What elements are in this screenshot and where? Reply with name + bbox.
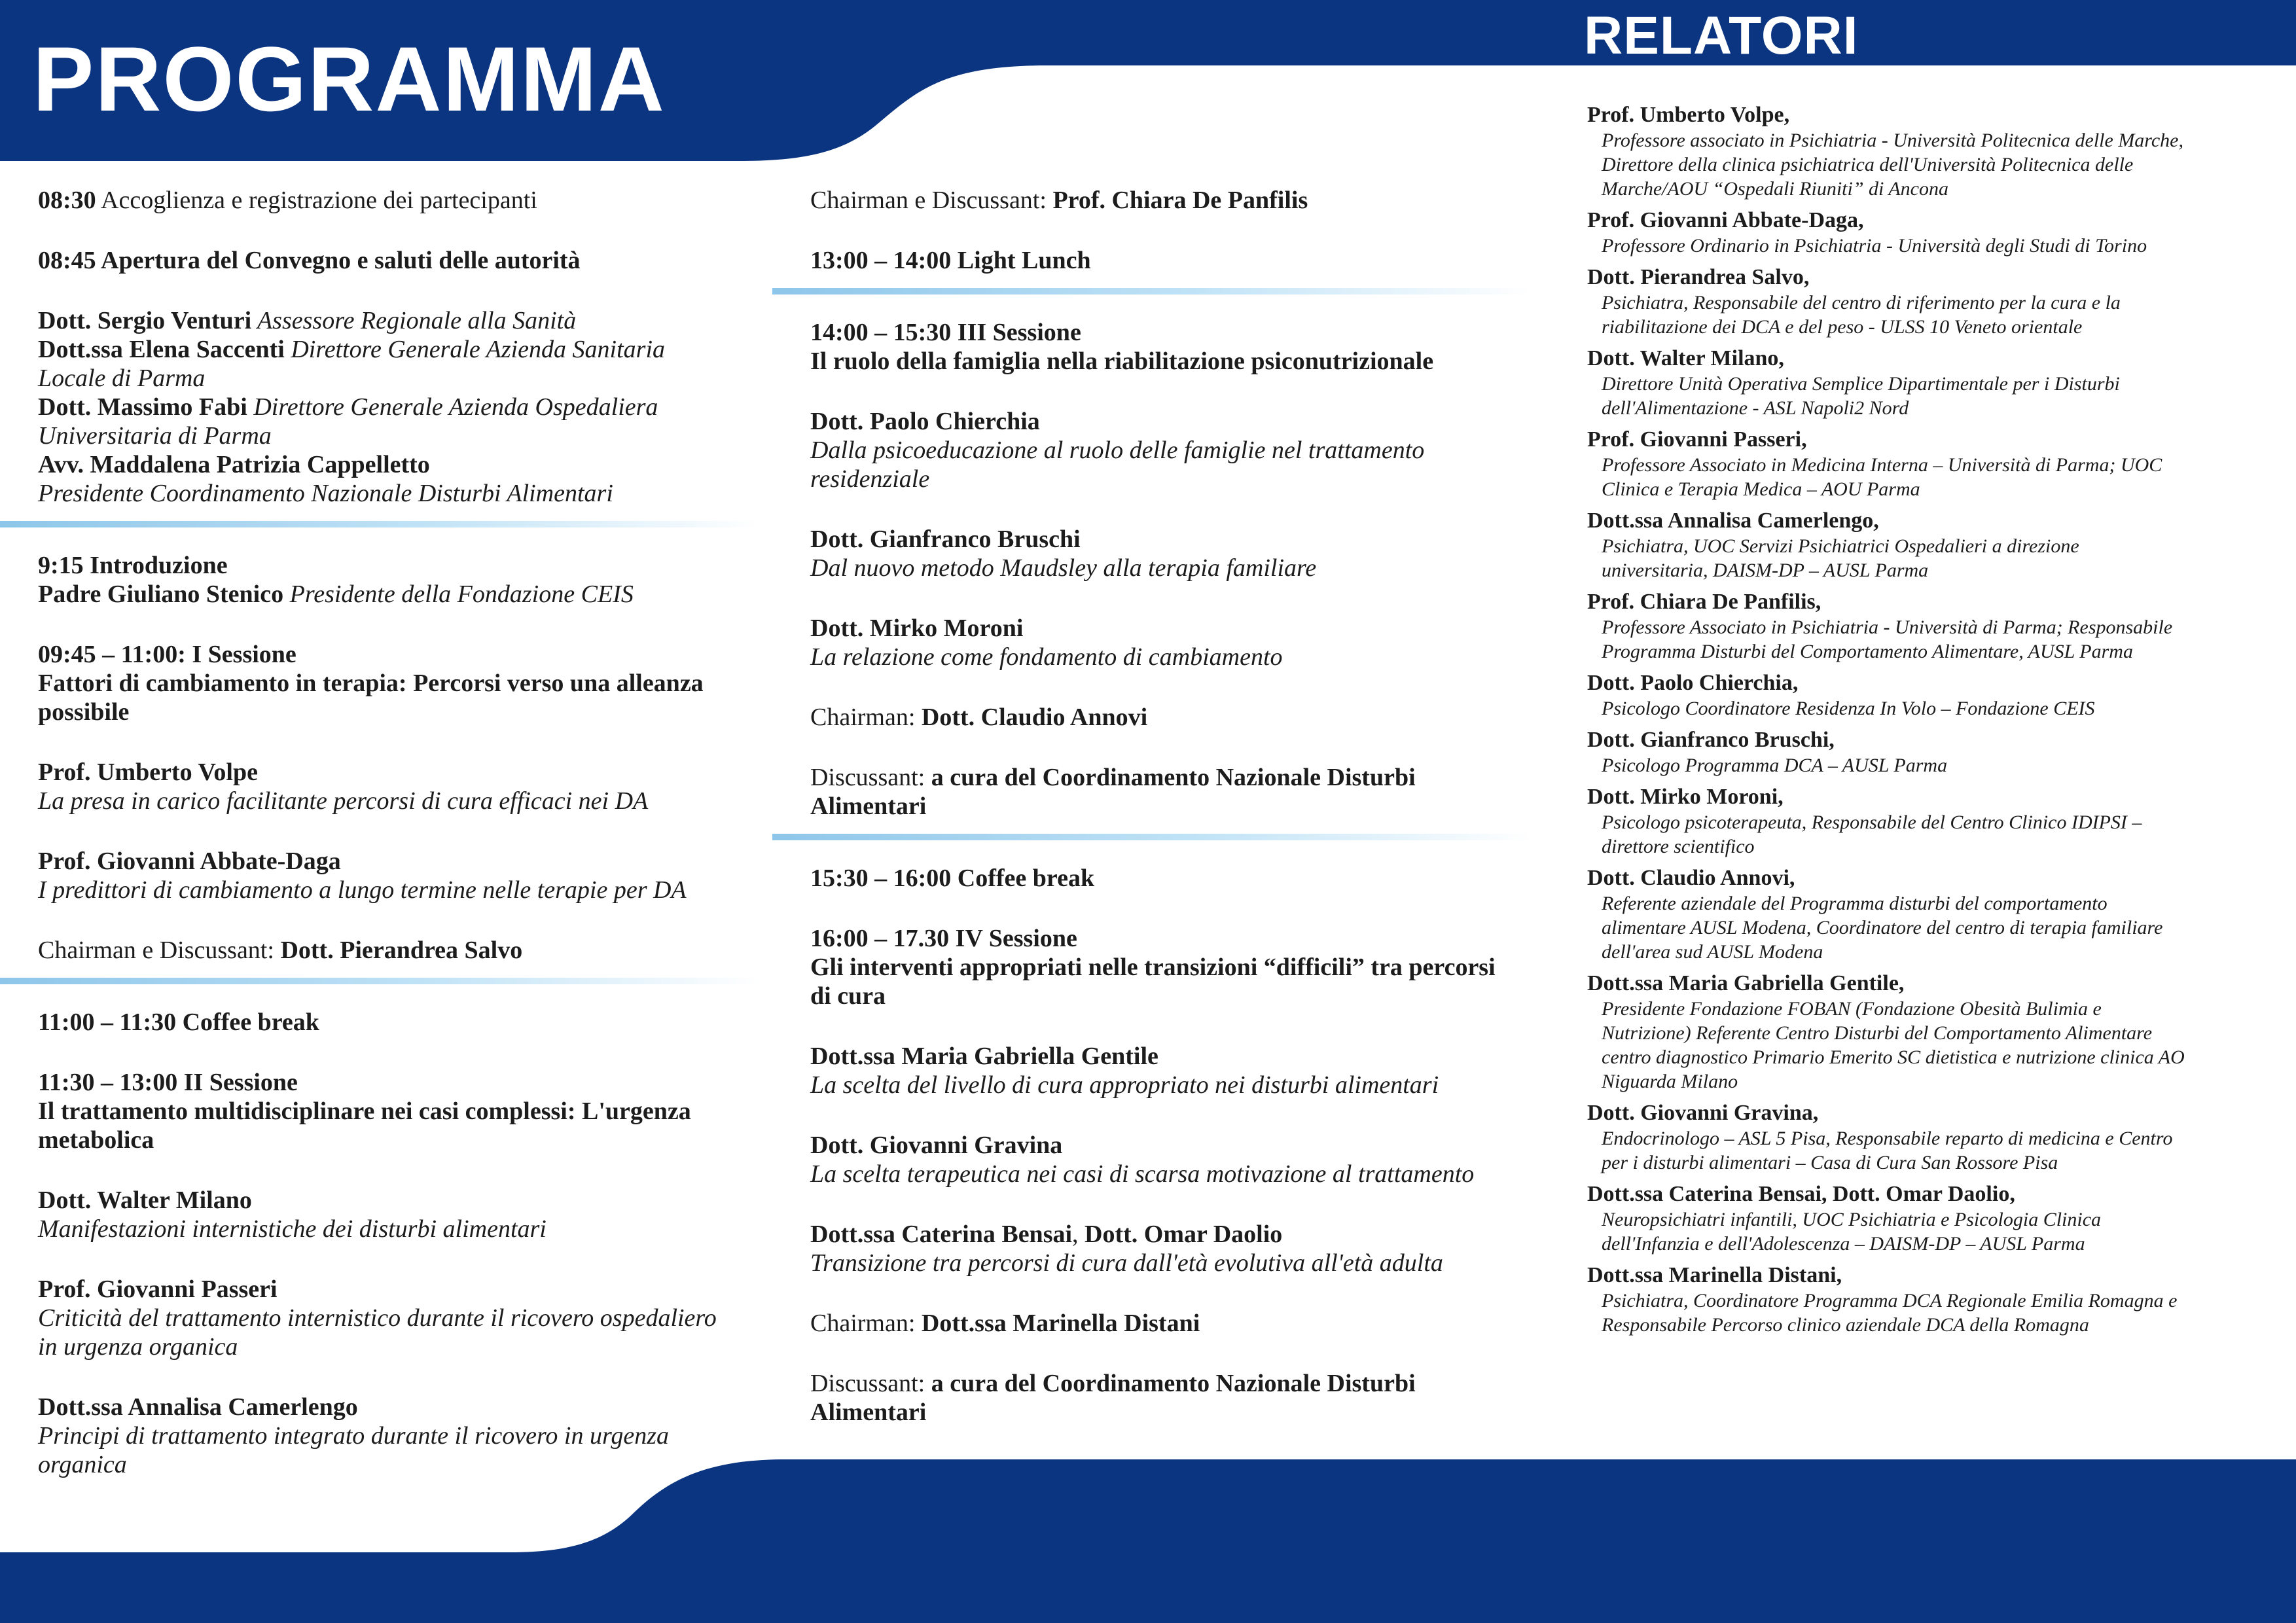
program-entry [38,1393,732,1479]
speaker-role: per i disturbi alimentari – Casa di Cura San Rossore Pisa [1602,1152,2058,1173]
program-entry [38,1275,732,1361]
entry-bold-text: 09:45 – 11:00: I Sessione [38,641,296,668]
speaker-role: Marche/AOU “Ospedali Riuniti” di Ancona [1602,178,1948,200]
entry-italic-text: Direttore Generale Azienda Ospedaliera Universitaria di Parma [38,393,658,450]
speaker-entry [1587,102,2261,201]
entry-bold-text: 08:45 Apertura del Convegno e saluti delle autorità [38,247,581,274]
entry-italic-text: La presa in carico facilitante percorsi di cura efficaci nei DA [38,787,649,815]
speaker-role: dell'area sud AUSL Modena [1602,941,1823,963]
speaker-name: Dott. Mirko Moroni, [1587,785,1784,809]
entry-bold-text: 13:00 – 14:00 Light Lunch [810,247,1091,274]
entry-bold-text: Dott.ssa Elena Saccenti [38,336,285,363]
speaker-entry [1587,346,2261,420]
entry-italic-text: Dalla psicoeducazione al ruolo delle famiglie nel trattamento residenziale [810,437,1425,493]
entry-bold-text: Prof. Umberto Volpe [38,758,258,786]
entry-italic-text: Presidente Coordinamento Nazionale Disturbi Alimentari [38,480,613,507]
section-divider [0,521,759,527]
program-entry [810,407,1517,493]
program-entry [38,306,732,508]
program-entry [38,936,732,965]
speaker-role: Direttore della clinica psichiatrica dell'Università Politecnica delle [1602,154,2134,175]
entry-bold-text: Dott. Giovanni Gravina [810,1132,1063,1159]
speaker-name: Dott.ssa Marinella Distani, [1587,1263,1842,1287]
speaker-role: centro diagnostico Primario Emerito SC dietistica e nutrizione clinica AO [1602,1046,2185,1068]
speaker-name: Dott. Pierandrea Salvo, [1587,265,1810,289]
entry-bold-text: Avv. Maddalena Patrizia Cappelletto [38,451,430,478]
entry-italic-text: I predittori di cambiamento a lungo termine nelle terapie per DA [38,876,687,904]
entry-bold-text: Prof. Giovanni Abbate-Daga [38,847,341,875]
speaker-entry [1587,1262,2261,1337]
speaker-role: Psichiatra, Responsabile del centro di riferimento per la cura e la [1602,292,2121,313]
speaker-entry [1587,1181,2261,1256]
entry-text: Discussant: [810,764,931,791]
entry-bold-text: Fattori di cambiamento in terapia: Percorsi verso una alleanza possibile [38,669,704,726]
speaker-role: Direttore Unità Operativa Semplice Dipartimentale per i Disturbi [1602,373,2120,395]
entry-text: Chairman: [810,704,922,731]
entry-text: Chairman e Discussant: [810,187,1053,214]
program-entry [810,1220,1517,1277]
program-entry [38,847,732,904]
speaker-entry [1587,427,2261,501]
speaker-role: dell'Alimentazione - ASL Napoli2 Nord [1602,397,1909,419]
program-entry [38,186,732,215]
entry-bold-text: Dott. Sergio Venturi [38,307,252,334]
program-entry [38,1068,732,1154]
speaker-name: Dott. Giovanni Gravina, [1587,1101,1819,1125]
speaker-role: Nutrizione) Referente Centro Disturbi del Comportamento Alimentare [1602,1022,2153,1044]
speaker-entry [1587,207,2261,258]
speaker-name: Dott. Gianfranco Bruschi, [1587,728,1835,752]
entry-italic-text: La scelta terapeutica nei casi di scarsa motivazione al trattamento [810,1160,1475,1188]
entry-text: , [1072,1221,1085,1248]
speaker-entry [1587,865,2261,964]
relatori-title: RELATORI [1584,6,1859,65]
program-entry [38,640,732,726]
program-entry [38,246,732,275]
speaker-entry [1587,670,2261,721]
speaker-name: Prof. Giovanni Abbate-Daga, [1587,208,1864,232]
entry-bold-text: Dott. Pierandrea Salvo [280,936,523,964]
speaker-role: riabilitazione dei DCA e del peso - ULSS 10 Veneto orientale [1602,316,2083,338]
program-entry [810,318,1517,376]
speaker-entry [1587,784,2261,859]
program-entry [810,614,1517,671]
program-entry [38,551,732,609]
speaker-role: Presidente Fondazione FOBAN (Fondazione Obesità Bulimia e [1602,998,2102,1020]
entry-italic-text: Presidente della Fondazione CEIS [283,580,634,608]
speaker-role: dell'Infanzia e dell'Adolescenza – DAISM-DP – AUSL Parma [1602,1233,2085,1255]
entry-bold-text: Dott. Massimo Fabi [38,393,247,421]
program-entry [38,758,732,815]
speaker-entry [1587,727,2261,777]
program-entry [810,1131,1517,1188]
speaker-role: Professore Associato in Psichiatria - Università di Parma; Responsabile [1602,616,2173,638]
entry-text: Chairman e Discussant: [38,936,281,964]
speaker-role: Neuropsichiatri infantili, UOC Psichiatria e Psicologia Clinica [1602,1209,2102,1230]
entry-bold-text: 14:00 – 15:30 III Sessione [810,319,1081,346]
program-column-left [38,186,732,1479]
program-entry [810,763,1517,821]
entry-bold-text: Padre Giuliano Stenico [38,580,284,608]
entry-bold-text: Dott. Mirko Moroni [810,615,1024,642]
entry-bold-text: Dott.ssa Caterina Bensai [810,1221,1073,1248]
entry-bold-text: Dott. Claudio Annovi [921,704,1148,731]
section-divider [0,978,759,984]
section-divider [772,834,1532,840]
program-column-middle [810,186,1517,1427]
speaker-entry [1587,1100,2261,1175]
bottom-banner [0,1459,2296,1623]
speaker-role: Psicologo psicoterapeuta, Responsabile del Centro Clinico IDIPSI – [1602,812,2142,833]
program-entry [810,1369,1517,1427]
program-entry [810,703,1517,732]
speaker-role: Psichiatra, UOC Servizi Psichiatrici Ospedalieri a direzione [1602,535,2079,557]
entry-bold-text: Dott. Omar Daolio [1085,1221,1283,1248]
speaker-name: Prof. Chiara De Panfilis, [1587,590,1821,614]
speaker-name: Prof. Umberto Volpe, [1587,103,1790,127]
entry-bold-text: Dott. Paolo Chierchia [810,408,1040,435]
program-entry [38,1008,732,1037]
entry-italic-text: Criticità del trattamento internistico durante il ricovero ospedaliero in urgenza organica [38,1304,717,1361]
speaker-role: Psicologo Coordinatore Residenza In Volo – Fondazione CEIS [1602,698,2095,719]
speaker-role: Referente aziendale del Programma disturbi del comportamento [1602,893,2108,914]
entry-bold-text: 16:00 – 17.30 IV Sessione [810,925,1077,952]
program-entry [810,1309,1517,1338]
speaker-role: alimentare AUSL Modena, Coordinatore del centro di terapia familiare [1602,917,2163,938]
speaker-role: Clinica e Terapia Medica – AOU Parma [1602,478,1920,500]
section-divider [772,288,1532,294]
program-entry [810,864,1517,893]
entry-italic-text: Assessore Regionale alla Sanità [251,307,577,334]
entry-bold-text: Dott.ssa Maria Gabriella Gentile [810,1043,1158,1070]
speaker-role: Responsabile Percorso clinico aziendale DCA della Romagna [1602,1314,2089,1336]
speaker-role: Psicologo Programma DCA – AUSL Parma [1602,755,1948,776]
entry-italic-text: Transizione tra percorsi di cura dall'età evolutiva all'età adulta [810,1249,1443,1277]
entry-italic-text: Principi di trattamento integrato durante il ricovero in urgenza organica [38,1422,669,1478]
entry-bold-text: 08:30 [38,187,96,214]
program-entry [810,525,1517,582]
speaker-role: Psichiatra, Coordinatore Programma DCA Regionale Emilia Romagna e [1602,1290,2178,1311]
speaker-role: Professore Associato in Medicina Interna – Università di Parma; UOC [1602,454,2162,476]
entry-bold-text: a cura del Coordinamento Nazionale Disturbi Alimentari [810,1370,1416,1426]
entry-bold-text: Prof. Giovanni Passeri [38,1275,278,1303]
program-entry [810,186,1517,215]
speaker-name: Dott.ssa Annalisa Camerlengo, [1587,508,1879,533]
entry-bold-text: 9:15 Introduzione [38,552,228,579]
entry-bold-text: 11:30 – 13:00 II Sessione [38,1069,298,1096]
program-entry [810,246,1517,275]
speaker-role: Professore Ordinario in Psichiatria - Università degli Studi di Torino [1602,235,2147,257]
entry-bold-text: Dott. Walter Milano [38,1186,252,1214]
speaker-name: Dott.ssa Caterina Bensai, Dott. Omar Daolio, [1587,1182,2015,1206]
speaker-entry [1587,508,2261,582]
program-entry [38,1186,732,1243]
entry-text: Accoglienza e registrazione dei partecipanti [96,187,537,214]
programma-title: PROGRAMMA [33,27,666,130]
entry-bold-text: Prof. Chiara De Panfilis [1052,187,1308,214]
speaker-role: Niguarda Milano [1602,1071,1738,1092]
speaker-name: Dott. Walter Milano, [1587,346,1784,370]
speakers-list [1587,102,2261,1344]
speaker-role: universitaria, DAISM-DP – AUSL Parma [1602,560,1929,581]
entry-bold-text: Il trattamento multidisciplinare nei casi complessi: L'urgenza metabolica [38,1097,691,1154]
speaker-name: Dott. Paolo Chierchia, [1587,671,1799,695]
entry-bold-text: Gli interventi appropriati nelle transizioni “difficili” tra percorsi di cura [810,954,1496,1010]
speaker-role: direttore scientifico [1602,836,1755,857]
entry-italic-text: Dal nuovo metodo Maudsley alla terapia familiare [810,554,1317,582]
program-entry [810,1042,1517,1099]
entry-bold-text: Dott.ssa Annalisa Camerlengo [38,1393,358,1421]
entry-text: Chairman: [810,1310,922,1337]
speaker-entry [1587,589,2261,664]
entry-bold-text: Dott. Gianfranco Bruschi [810,526,1081,553]
entry-italic-text: Direttore Generale Azienda Sanitaria Locale di Parma [38,336,666,392]
speaker-name: Dott. Claudio Annovi, [1587,866,1795,890]
speaker-role: Endocrinologo – ASL 5 Pisa, Responsabile reparto di medicina e Centro [1602,1128,2173,1149]
speaker-role: Professore associato in Psichiatria - Università Politecnica delle Marche, [1602,130,2183,151]
entry-italic-text: La relazione come fondamento di cambiamento [810,643,1283,671]
entry-italic-text: La scelta del livello di cura appropriato nei disturbi alimentari [810,1071,1439,1099]
entry-bold-text: Il ruolo della famiglia nella riabilitazione psiconutrizionale [810,348,1434,375]
speaker-entry [1587,971,2261,1094]
entry-italic-text: Manifestazioni internistiche dei disturbi alimentari [38,1215,547,1243]
entry-bold-text: Dott.ssa Marinella Distani [921,1310,1200,1337]
speaker-entry [1587,264,2261,339]
entry-text: Discussant: [810,1370,931,1397]
entry-bold-text: a cura del Coordinamento Nazionale Disturbi Alimentari [810,764,1416,820]
program-entry [810,924,1517,1010]
speaker-role: Programma Disturbi del Comportamento Alimentare, AUSL Parma [1602,641,2133,662]
speaker-name: Dott.ssa Maria Gabriella Gentile, [1587,971,1905,995]
entry-bold-text: 15:30 – 16:00 Coffee break [810,865,1095,892]
entry-bold-text: 11:00 – 11:30 Coffee break [38,1008,319,1036]
speaker-name: Prof. Giovanni Passeri, [1587,427,1807,452]
